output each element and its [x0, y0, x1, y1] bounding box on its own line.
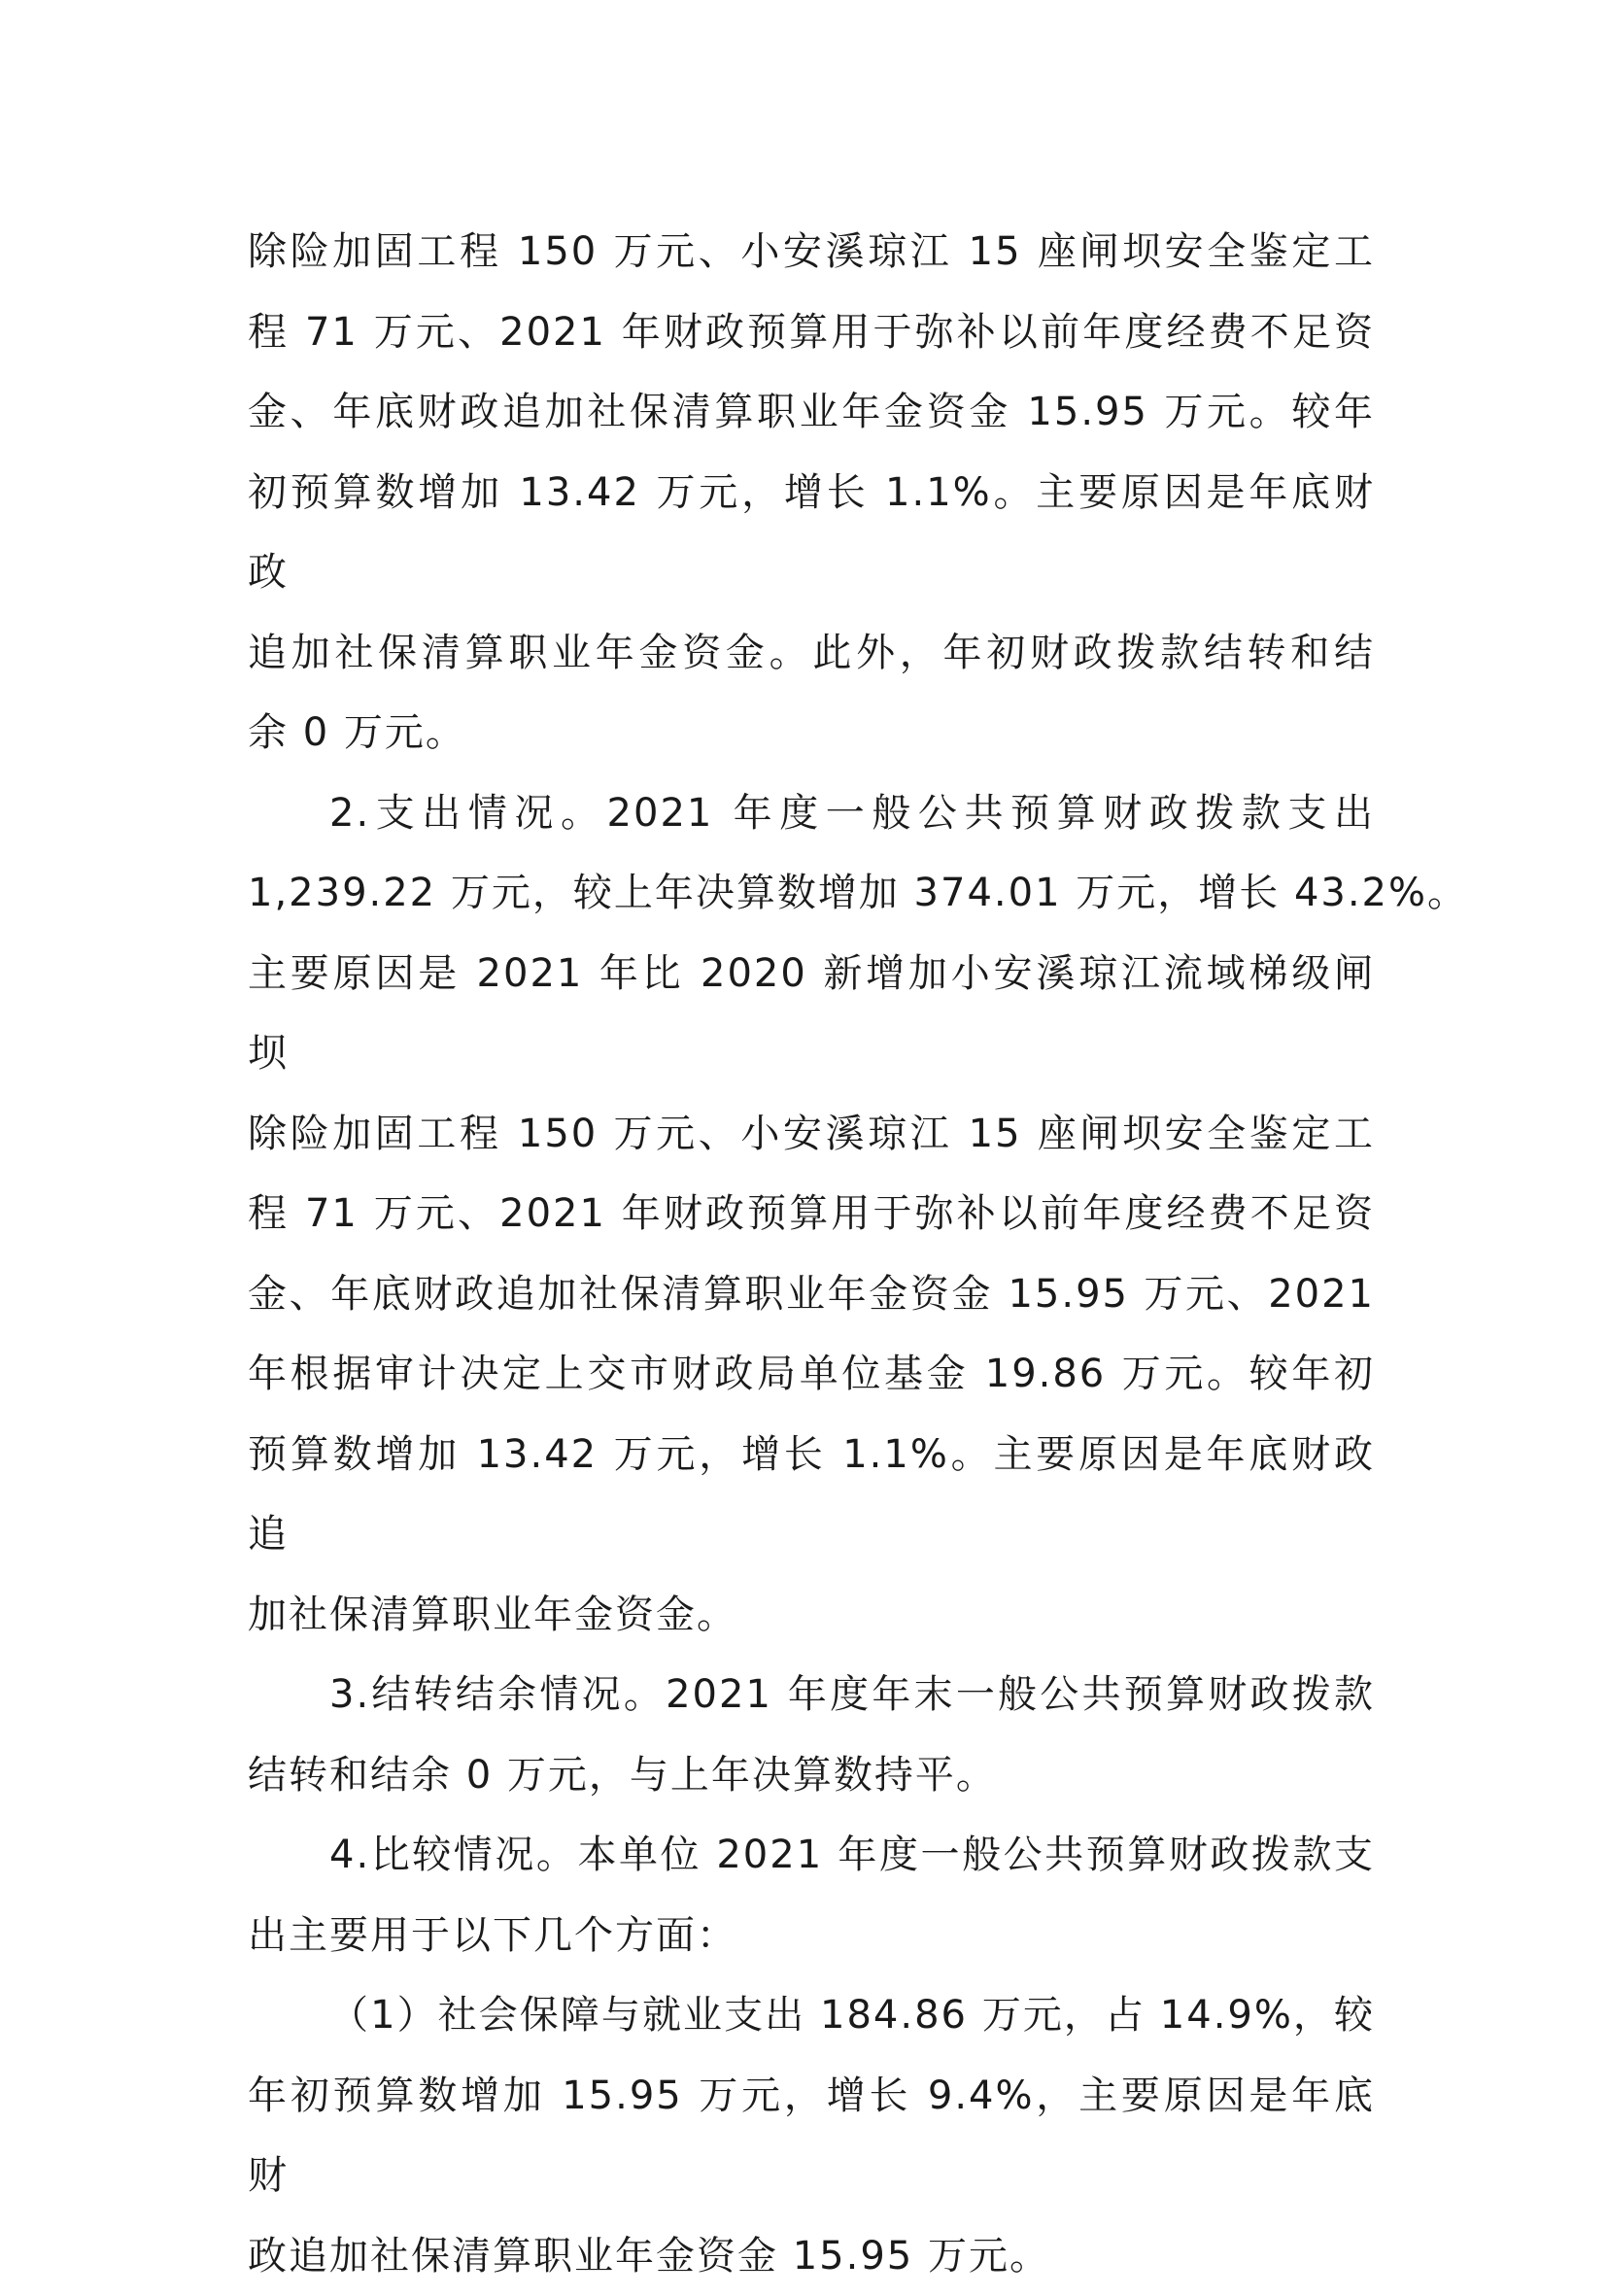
text-line: 程 71 万元、2021 年财政预算用于弥补以前年度经费不足资: [248, 292, 1375, 373]
paragraph-expenditure: [248, 773, 1375, 1656]
text-line: 追加社保清算职业年金资金。此外，年初财政拨款结转和结: [248, 613, 1375, 694]
text-line: 年初预算数增加 15.95 万元，增长 9.4%，主要原因是年底财: [248, 2056, 1375, 2216]
text-line: 2.支出情况。2021 年度一般公共预算财政拨款支出: [248, 773, 1375, 854]
text-line: 除险加固工程 150 万元、小安溪琼江 15 座闸坝安全鉴定工: [248, 1094, 1375, 1175]
paragraph-income-continuation: [248, 212, 1375, 773]
text-line: 除险加固工程 150 万元、小安溪琼江 15 座闸坝安全鉴定工: [248, 212, 1375, 292]
paragraph-social-security: [248, 1975, 1375, 2296]
text-line: 主要原因是 2021 年比 2020 新增加小安溪琼江流域梯级闸坝: [248, 934, 1375, 1094]
text-line: 政追加社保清算职业年金资金 15.95 万元。: [248, 2216, 1375, 2296]
text-line: 4.比较情况。本单位 2021 年度一般公共预算财政拨款支: [248, 1815, 1375, 1896]
text-line: 出主要用于以下几个方面：: [248, 1896, 1375, 1976]
text-line: （1）社会保障与就业支出 184.86 万元，占 14.9%，较: [248, 1975, 1375, 2056]
text-line: 程 71 万元、2021 年财政预算用于弥补以前年度经费不足资: [248, 1174, 1375, 1254]
paragraph-carryover: [248, 1655, 1375, 1815]
text-line: 年根据审计决定上交市财政局单位基金 19.86 万元。较年初: [248, 1334, 1375, 1415]
text-line: 金、年底财政追加社保清算职业年金资金 15.95 万元。较年: [248, 372, 1375, 453]
text-line: 初预算数增加 13.42 万元，增长 1.1%。主要原因是年底财政: [248, 453, 1375, 613]
text-line: 结转和结余 0 万元，与上年决算数持平。: [248, 1735, 1375, 1816]
text-line: 预算数增加 13.42 万元，增长 1.1%。主要原因是年底财政追: [248, 1415, 1375, 1575]
text-line: 余 0 万元。: [248, 693, 1375, 773]
text-line: 1,239.22 万元，较上年决算数增加 374.01 万元，增长 43.2%。: [248, 853, 1375, 934]
text-line: 金、年底财政追加社保清算职业年金资金 15.95 万元、2021: [248, 1254, 1375, 1335]
text-line: 加社保清算职业年金资金。: [248, 1575, 1375, 1656]
text-line: 3.结转结余情况。2021 年度年末一般公共预算财政拨款: [248, 1655, 1375, 1735]
paragraph-comparison: [248, 1815, 1375, 1975]
document-body: [248, 212, 1375, 2296]
